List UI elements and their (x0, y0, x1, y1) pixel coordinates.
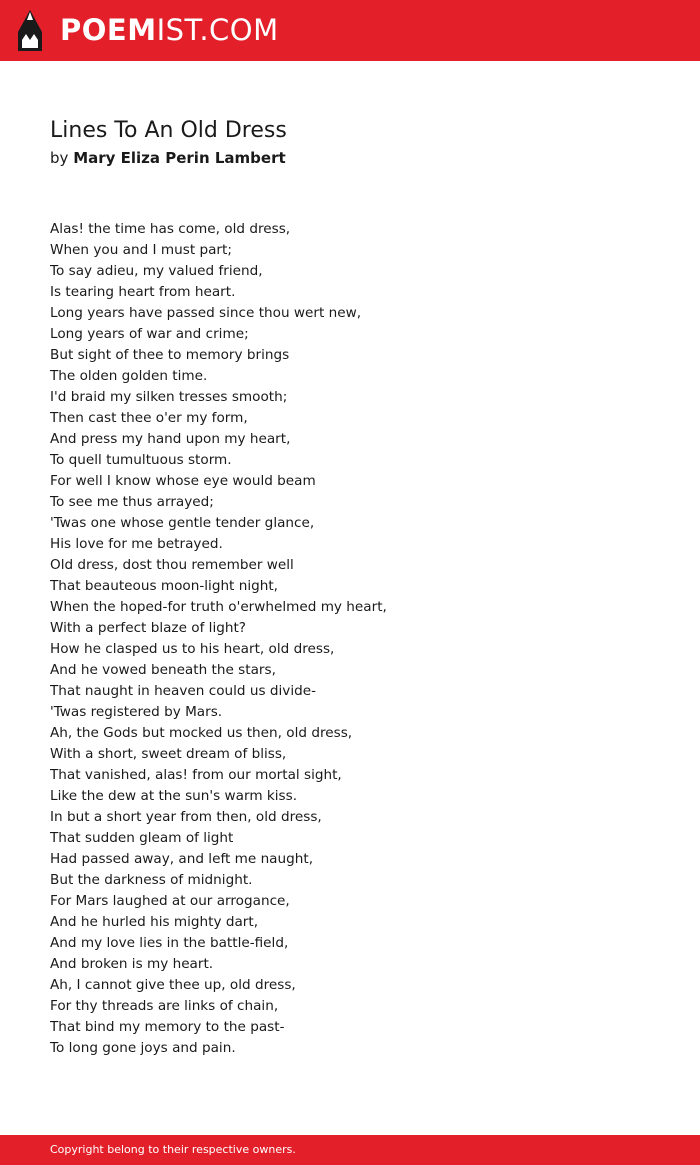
poem-line: Ah, I cannot give thee up, old dress, (50, 977, 296, 993)
pencil-tip-icon (18, 10, 42, 51)
poem-line: To quell tumultuous storm. (50, 452, 232, 468)
brand-bold-text: POEM (60, 13, 157, 47)
site-brand-name (60, 10, 279, 51)
poem-line: 'Twas one whose gentle tender glance, (50, 515, 315, 531)
poem-line: Had passed away, and left me naught, (50, 851, 314, 867)
poem-line: For Mars laughed at our arrogance, (50, 893, 290, 909)
poem-line: Is tearing heart from heart. (50, 284, 236, 300)
poem-line: In but a short year from then, old dress, (50, 809, 322, 825)
poem-line: And he hurled his mighty dart, (50, 914, 259, 930)
poem-line: That beauteous moon-light night, (50, 578, 279, 594)
poem-line: And my love lies in the battle-field, (50, 935, 289, 951)
poem-line: Long years have passed since thou wert new, (50, 305, 362, 321)
poem-line: That vanished, alas! from our mortal sight, (50, 767, 342, 783)
poem-title: Lines To An Old Dress (50, 118, 287, 143)
poem-line: 'Twas registered by Mars. (50, 704, 223, 720)
poem-byline (50, 147, 670, 169)
poem-line: The olden golden time. (50, 368, 208, 384)
poem-line: Ah, the Gods but mocked us then, old dress, (50, 725, 353, 741)
poem-heading (50, 115, 670, 169)
site-logo-link[interactable] (18, 10, 279, 51)
poem-line: That naught in heaven could us divide- (50, 683, 317, 699)
poem-line: His love for me betrayed. (50, 536, 223, 552)
poem-line: But sight of thee to memory brings (50, 347, 290, 363)
poem-body (50, 219, 670, 1059)
poem-line: To say adieu, my valued friend, (50, 263, 263, 279)
poem-line: When the hoped-for truth o'erwhelmed my heart, (50, 599, 387, 615)
by-label: by (50, 149, 69, 167)
poem-line: For well I know whose eye would beam (50, 473, 316, 489)
poem-author: Mary Eliza Perin Lambert (73, 149, 286, 167)
poem-line: With a short, sweet dream of bliss, (50, 746, 287, 762)
poem-line: For thy threads are links of chain, (50, 998, 279, 1014)
poem-line: When you and I must part; (50, 242, 232, 258)
poem-line: But the darkness of midnight. (50, 872, 253, 888)
site-footer (0, 1135, 700, 1165)
poem-line: And he vowed beneath the stars, (50, 662, 276, 678)
poem-line: And broken is my heart. (50, 956, 214, 972)
poem-line: Alas! the time has come, old dress, (50, 221, 291, 237)
poem-line: Then cast thee o'er my form, (50, 410, 248, 426)
site-header (0, 0, 700, 61)
poem-line: That bind my memory to the past- (50, 1019, 285, 1035)
poem-line: I'd braid my silken tresses smooth; (50, 389, 288, 405)
poem-line: To long gone joys and pain. (50, 1040, 236, 1056)
poem-line: That sudden gleam of light (50, 830, 234, 846)
poem-line: How he clasped us to his heart, old dress, (50, 641, 335, 657)
poem-line: To see me thus arrayed; (50, 494, 214, 510)
brand-light-text: IST.COM (156, 13, 279, 47)
poem-line: Long years of war and crime; (50, 326, 249, 342)
poem-line: Like the dew at the sun's warm kiss. (50, 788, 298, 804)
poem-line: Old dress, dost thou remember well (50, 557, 294, 573)
poem-line: And press my hand upon my heart, (50, 431, 291, 447)
copyright-notice: Copyright belong to their respective owners. (50, 1143, 296, 1156)
poem-line: With a perfect blaze of light? (50, 620, 247, 636)
